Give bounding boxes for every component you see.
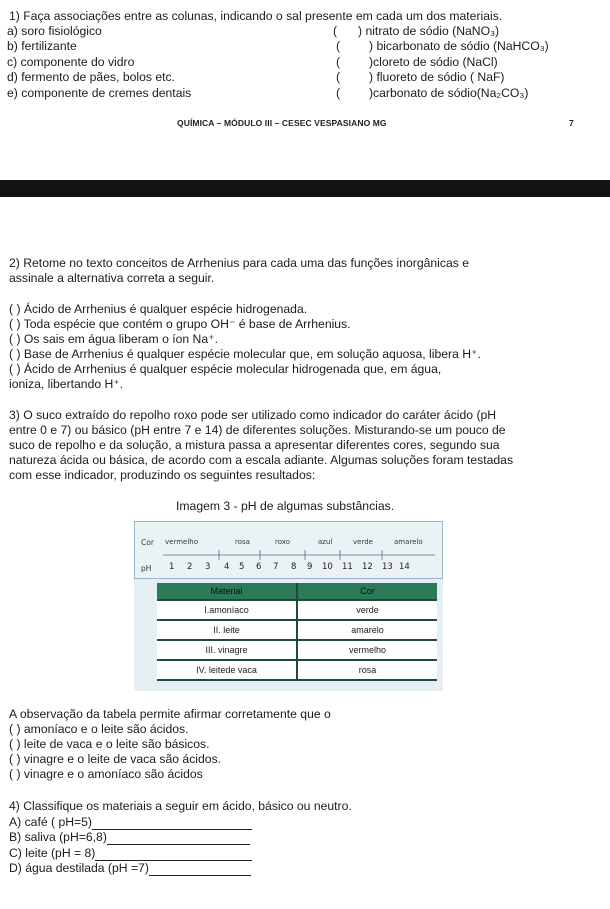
q4-item-a — [9, 815, 252, 830]
q1-right-5: )carbonato de sódio(Na₂CO₃) — [369, 86, 529, 100]
q4-item-a-label: A) café ( pH=5) — [9, 815, 92, 829]
q1-paren-5[interactable]: ( — [336, 86, 341, 100]
q1-right-1: ) nitrato de sódio (NaNO₃) — [358, 24, 500, 38]
scale-color-3: roxo — [275, 538, 291, 546]
q1-left-c: c) componente do vidro — [7, 55, 135, 69]
q2-option-5-cont: ioniza, libertando H⁺. — [9, 377, 124, 391]
q3-line2: entre 0 e 7) ou básico (pH entre 7 e 14) de diferentes soluções. Misturando-se um pouco de — [9, 423, 506, 437]
table-row — [157, 600, 437, 620]
q4-answer-blank-b[interactable] — [107, 832, 250, 845]
scale-num-8: 8 — [291, 562, 297, 572]
table-cell-material: IV. leitede vaca — [157, 660, 297, 680]
q4-item-b-label: B) saliva (pH=6,8) — [9, 830, 107, 844]
q2-line2: assinale a alternativa correta a seguir. — [9, 271, 215, 285]
image-caption: Imagem 3 - pH de algumas substâncias. — [176, 499, 395, 513]
page-number: 7 — [569, 118, 574, 128]
q2-option-3[interactable]: ( ) Os sais em água liberam o íon Na⁺. — [9, 332, 218, 346]
scale-num-11: 11 — [342, 562, 353, 572]
q1-left-a: a) soro fisiológico — [7, 24, 102, 38]
q3-option-4[interactable]: ( ) vinagre e o amoníaco são ácidos — [9, 767, 203, 781]
q1-right-3: )cloreto de sódio (NaCl) — [369, 55, 498, 69]
q3-line3: suco de repolho e da solução, a mistura passa a apresentar diferentes cores, segundo sua — [9, 438, 500, 452]
q1-right-2: ) bicarbonato de sódio (NaHCO₃) — [369, 39, 549, 53]
q3-option-1[interactable]: ( ) amoníaco e o leite são ácidos. — [9, 722, 189, 736]
page-footer: QUÍMICA – MÓDULO III – CESEC VESPASIANO MG — [177, 118, 387, 128]
q1-paren-3[interactable]: ( — [336, 55, 341, 69]
q3-line5: com esse indicador, produzindo os seguintes resultados: — [9, 468, 316, 482]
scale-color-2: rosa — [235, 538, 250, 546]
scale-color-5: verde — [353, 538, 373, 546]
q4-answer-blank-d[interactable] — [149, 863, 251, 876]
q1-left-b: b) fertilizante — [7, 39, 77, 53]
q2-option-5[interactable]: ( ) Ácido de Arrhenius é qualquer espécie molecular hidrogenada que, em água, — [9, 362, 442, 376]
scale-ticks — [135, 548, 442, 562]
table-cell-cor: vermelho — [297, 640, 437, 660]
q4-answer-blank-c[interactable] — [95, 848, 252, 861]
table-header-material: Material — [157, 583, 297, 600]
table-row — [157, 660, 437, 680]
q4-item-c-label: C) leite (pH = 8) — [9, 846, 96, 860]
scale-color-6: amarelo — [394, 538, 423, 546]
q1-title: 1) Faça associações entre as colunas, indicando o sal presente em cada um dos materiais. — [9, 9, 503, 23]
table-header-cor: Cor — [297, 583, 437, 600]
q4-item-d — [9, 861, 251, 876]
table-cell-material: II. leite — [157, 620, 297, 640]
q1-left-d: d) fermento de pães, bolos etc. — [7, 70, 176, 84]
scale-num-14: 14 — [399, 562, 410, 572]
table-cell-material: I.amoníaco — [157, 600, 297, 620]
scale-num-6: 6 — [256, 562, 262, 572]
scale-ph-label: pH — [141, 564, 152, 573]
q2-option-2[interactable]: ( ) Toda espécie que contém o grupo OH⁻ é base de Arrhenius. — [9, 317, 351, 331]
material-table — [157, 583, 437, 681]
q2-option-1[interactable]: ( ) Ácido de Arrhenius é qualquer espécie hidrogenada. — [9, 302, 308, 316]
q4-item-c — [9, 846, 252, 861]
q1-right-4: ) fluoreto de sódio ( NaF) — [369, 70, 505, 84]
table-row — [157, 640, 437, 660]
ph-color-scale — [134, 521, 443, 579]
q3-option-3[interactable]: ( ) vinagre e o leite de vaca são ácidos. — [9, 752, 222, 766]
q4-title: 4) Classifique os materiais a seguir em ácido, básico ou neutro. — [9, 799, 352, 813]
q3-line1: 3) O suco extraído do repolho roxo pode ser utilizado como indicador do caráter ácido (pH — [9, 408, 497, 422]
page-break-bar — [0, 180, 610, 197]
scale-num-13: 13 — [382, 562, 393, 572]
table-cell-cor: verde — [297, 600, 437, 620]
q4-answer-blank-a[interactable] — [92, 817, 252, 830]
scale-num-2: 2 — [187, 562, 193, 572]
q4-item-d-label: D) água destilada (pH =7) — [9, 861, 149, 875]
ph-figure — [134, 521, 443, 691]
scale-num-1: 1 — [169, 562, 175, 572]
q3-line4: natureza ácida ou básica, de acordo com a escala adiante. Algumas soluções foram testadas — [9, 453, 514, 467]
table-cell-cor: rosa — [297, 660, 437, 680]
scale-num-12: 12 — [362, 562, 373, 572]
q3-question: A observação da tabela permite afirmar corretamente que o — [9, 707, 331, 721]
table-cell-cor: amarelo — [297, 620, 437, 640]
scale-color-4: azul — [318, 538, 333, 546]
scale-color-1: vermelho — [165, 538, 198, 546]
scale-num-4: 4 — [224, 562, 230, 572]
q1-paren-4[interactable]: ( — [336, 70, 341, 84]
scale-num-3: 3 — [205, 562, 211, 572]
q1-paren-1[interactable]: ( — [333, 24, 338, 38]
q3-option-2[interactable]: ( ) leite de vaca e o leite são básicos. — [9, 737, 210, 751]
q1-left-e: e) componente de cremes dentais — [7, 86, 192, 100]
scale-num-10: 10 — [322, 562, 333, 572]
q2-line1: 2) Retome no texto conceitos de Arrhenius para cada uma das funções inorgânicas e — [9, 256, 470, 270]
scale-num-9: 9 — [307, 562, 313, 572]
table-row — [157, 620, 437, 640]
q2-option-4[interactable]: ( ) Base de Arrhenius é qualquer espécie molecular que, em solução aquosa, libera H⁺. — [9, 347, 481, 361]
table-cell-material: III. vinagre — [157, 640, 297, 660]
q1-paren-2[interactable]: ( — [336, 39, 341, 53]
scale-num-5: 5 — [239, 562, 245, 572]
q4-item-b — [9, 830, 250, 845]
scale-num-7: 7 — [273, 562, 279, 572]
scale-cor-label: Cor — [141, 538, 154, 547]
